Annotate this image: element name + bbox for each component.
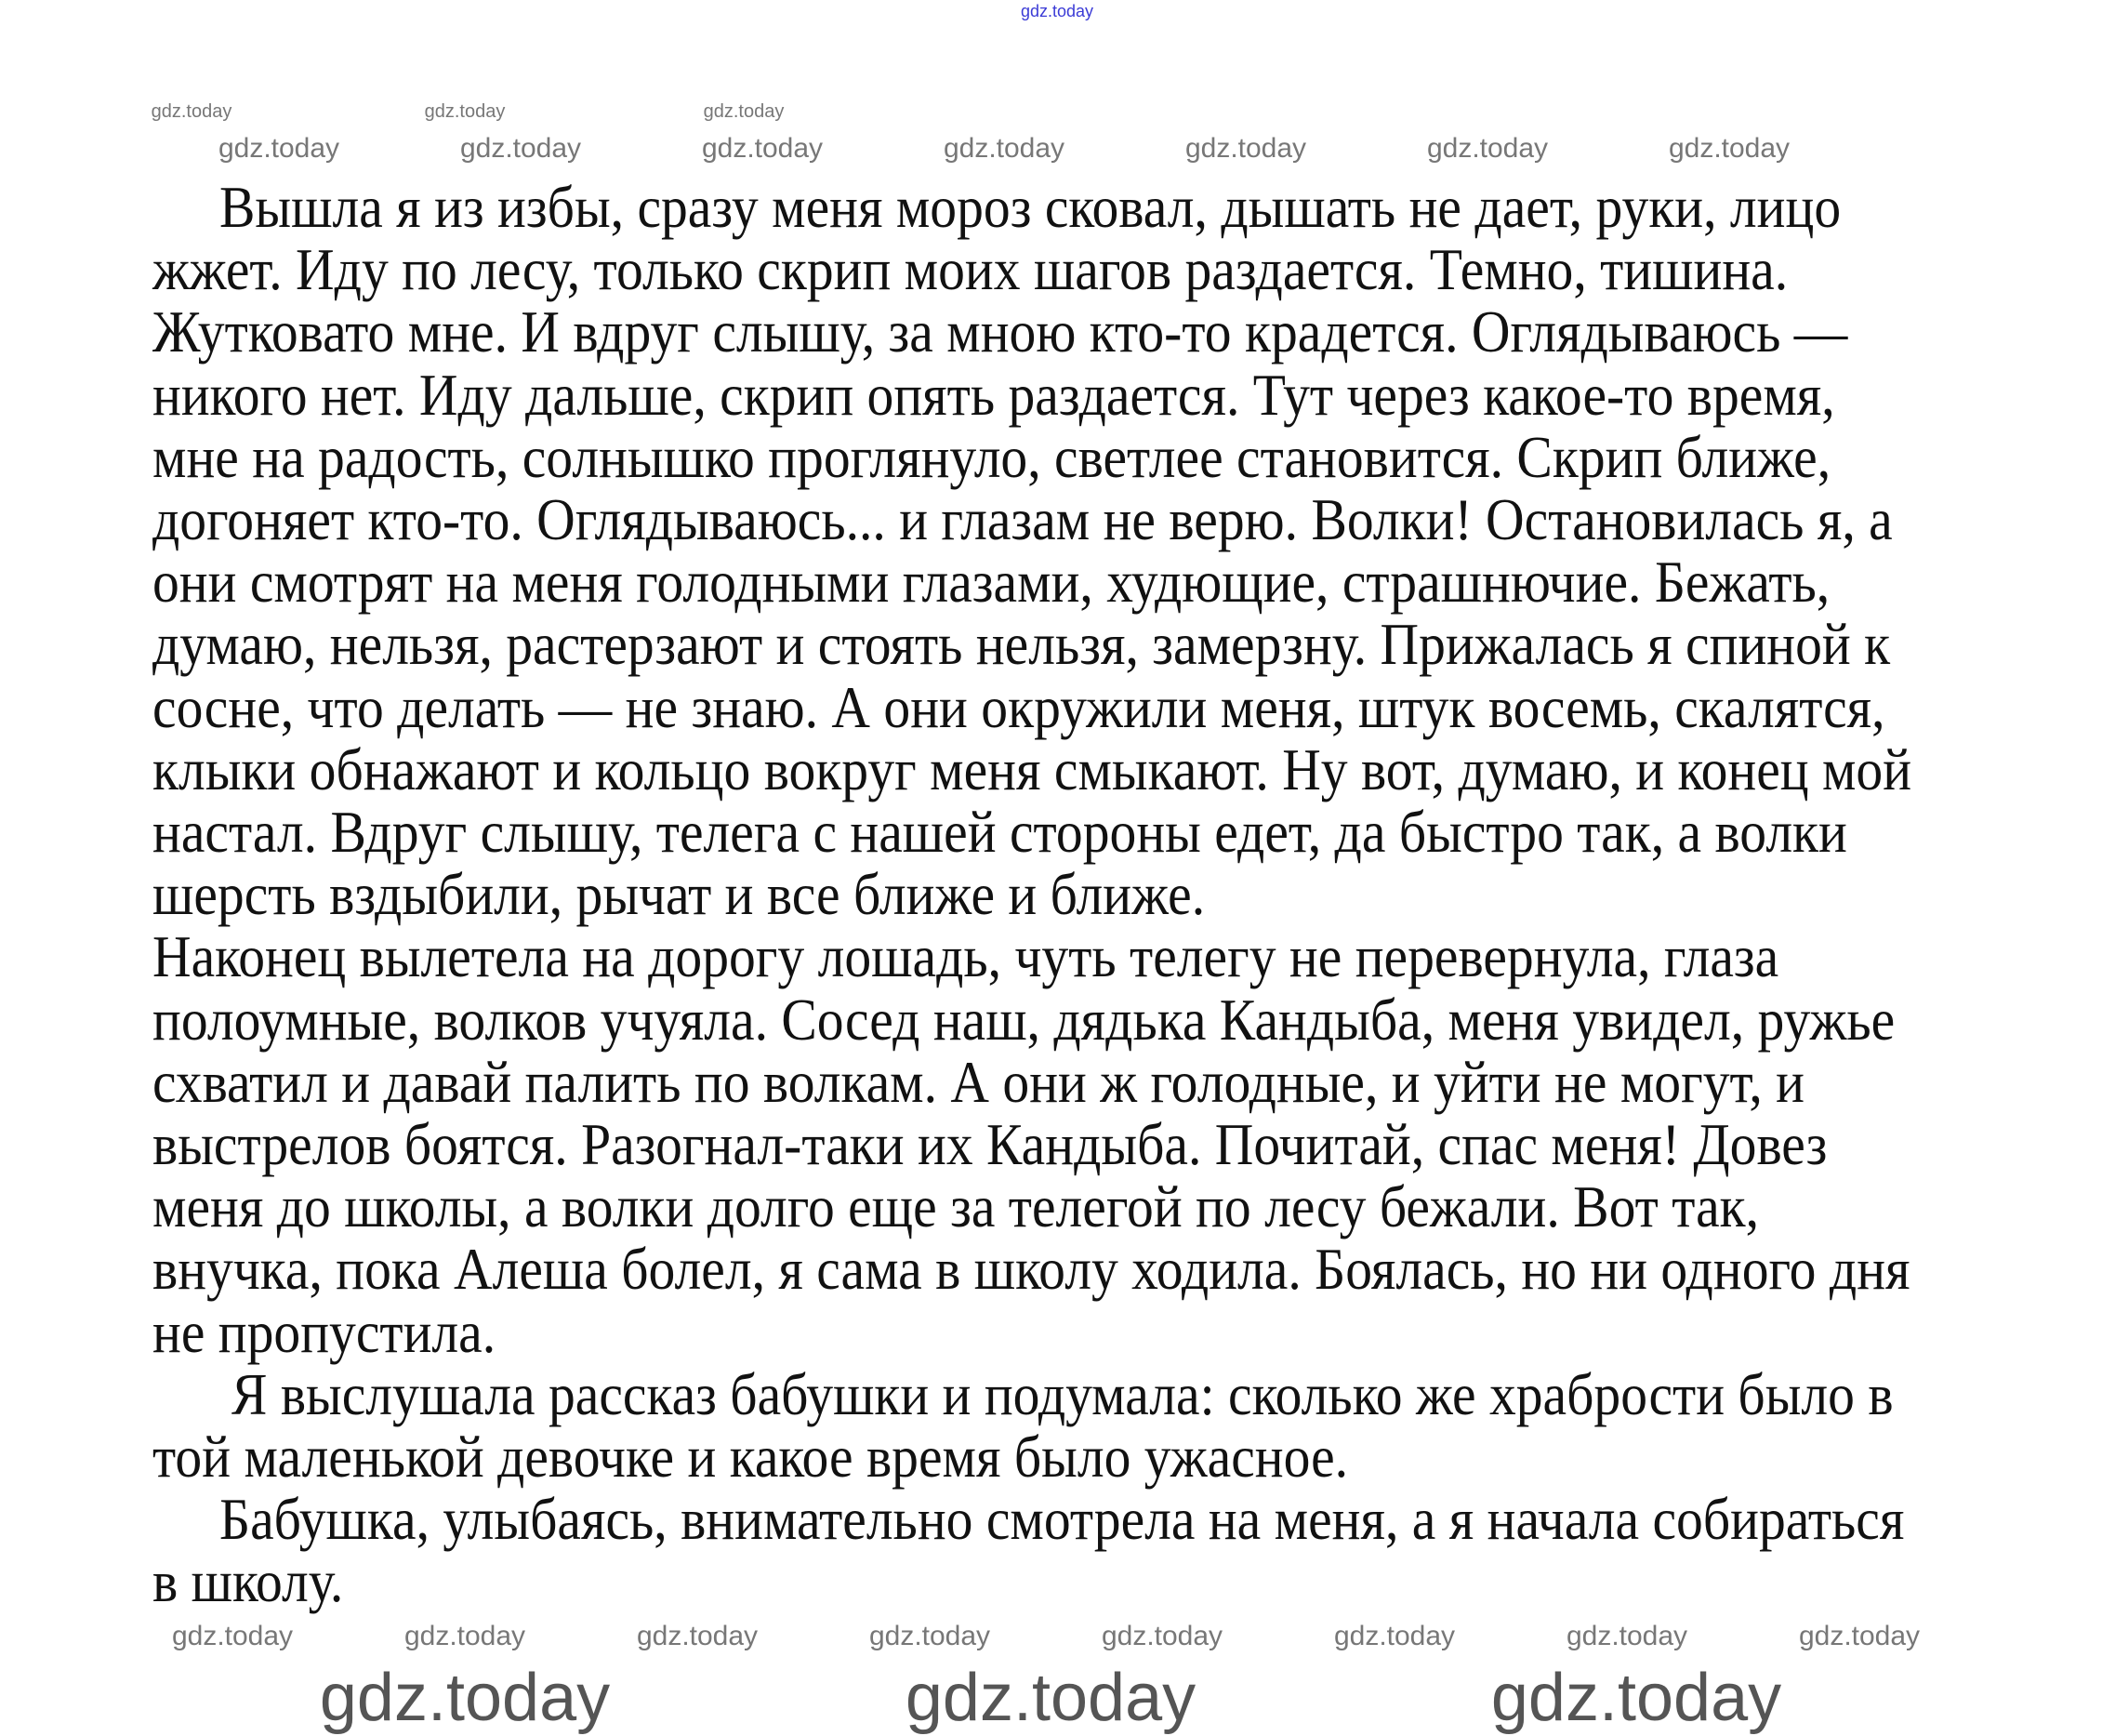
text-line: они смотрят на меня голодными глазами, худющие, страшнючие. Бежать, — [152, 549, 1831, 615]
watermark: gdz.today — [1566, 1621, 1688, 1651]
watermark: gdz.today — [1184, 133, 1307, 164]
watermark: gdz.today — [218, 133, 340, 164]
text-line: Бабушка, улыбаясь, внимательно смотрела на меня, а я начала собираться — [219, 1486, 1905, 1552]
text-line: Я выслушала рассказ бабушки и подумала: сколько же храбрости было в — [231, 1361, 1894, 1427]
watermark: gdz.today — [1490, 1661, 1782, 1735]
text-line: в школу. — [152, 1548, 344, 1614]
text-line: внучка, пока Алеша болел, я сама в школу ходила. Боялась, но ни одного дня — [152, 1236, 1910, 1302]
watermark: gdz.today — [703, 101, 785, 122]
watermark: gdz.today — [151, 101, 232, 122]
watermark: gdz.today — [1798, 1621, 1921, 1651]
watermark: gdz.today — [1668, 133, 1791, 164]
text-line: настал. Вдруг слышу, телега с нашей стороны едет, да быстро так, а волки — [152, 799, 1847, 865]
watermark: gdz.today — [424, 101, 506, 122]
text-line: сосне, что делать — не знаю. А они окружили меня, штук восемь, скалятся, — [152, 674, 1885, 740]
watermark: gdz.today — [171, 1621, 294, 1651]
watermark: gdz.today — [905, 1661, 1196, 1735]
text-line: догоняет кто-то. Оглядываюсь... и глазам не верю. Волки! Остановилась я, а — [152, 486, 1893, 552]
watermark: gdz.today — [319, 1661, 611, 1735]
text-line: выстрелов боятся. Разогнал-таки их Кандыба. Почитай, спас меня! Довез — [152, 1111, 1828, 1177]
text-line: думаю, нельзя, растерзают и стоять нельзя, замерзну. Прижалась я спиной к — [152, 611, 1891, 677]
text-line: полоумные, волков учуяла. Сосед наш, дядька Кандыба, меня увидел, ружье — [152, 987, 1896, 1053]
text-line: не пропустила. — [152, 1299, 496, 1365]
text-line: Наконец вылетела на дорогу лошадь, чуть телегу не перевернула, глаза — [152, 923, 1779, 989]
watermark: gdz.today — [701, 133, 824, 164]
text-line: той маленькой девочке и какое время было ужасное. — [152, 1424, 1349, 1490]
text-line: мне на радость, солнышко проглянуло, светлее становится. Скрип ближе, — [152, 424, 1831, 490]
text-line: жжет. Иду по лесу, только скрип моих шагов раздается. Темно, тишина. — [152, 236, 1789, 302]
text-line: Вышла я из избы, сразу меня мороз сковал, дышать не дает, руки, лицо — [219, 174, 1842, 240]
watermark: gdz.today — [868, 1621, 991, 1651]
text-line: Жутковато мне. И вдруг слышу, за мною кто-то крадется. Оглядываюсь — — [152, 298, 1848, 364]
watermark: gdz.today — [403, 1621, 526, 1651]
watermark: gdz.today — [459, 133, 582, 164]
watermark: gdz.today — [1333, 1621, 1456, 1651]
watermark: gdz.today — [1426, 133, 1549, 164]
watermark: gdz.today — [1020, 2, 1094, 20]
text-line: клыки обнажают и кольцо вокруг меня смыкают. Ну вот, думаю, и конец мой — [152, 736, 1912, 802]
text-line: меня до школы, а волки долго еще за телегой по лесу бежали. Вот так, — [152, 1173, 1760, 1239]
watermark: gdz.today — [1101, 1621, 1223, 1651]
text-line: шерсть вздыбили, рычат и все ближе и ближе. — [152, 861, 1206, 927]
text-line: схватил и давай палить по волкам. А они ж голодные, и уйти не могут, и — [152, 1049, 1805, 1115]
watermark: gdz.today — [636, 1621, 759, 1651]
text-line: никого нет. Иду дальше, скрип опять раздается. Тут через какое-то время, — [152, 362, 1835, 428]
watermark: gdz.today — [943, 133, 1065, 164]
